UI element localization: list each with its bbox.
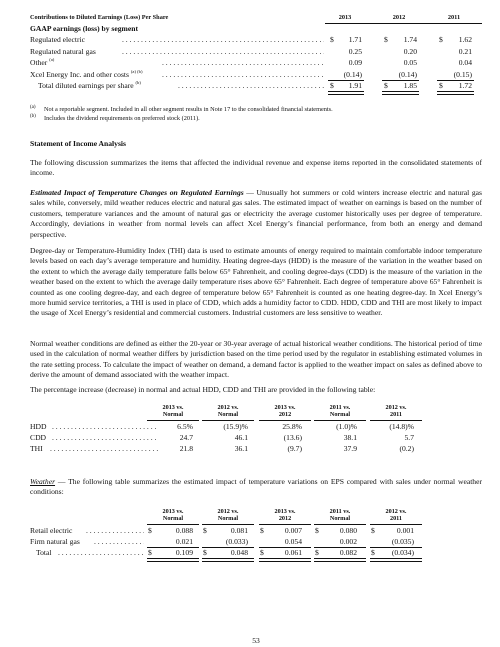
eps-row [30, 47, 482, 58]
footnote-b: (b) Includes the dividend requirements on preferred stock (2011). [30, 114, 200, 122]
value-cell: 0.007 [284, 526, 302, 535]
currency-sign: $ [371, 548, 375, 558]
value-cell: 1.62 [458, 35, 472, 44]
row-label [30, 70, 142, 79]
column-header-rule [259, 524, 311, 525]
value-cell: 0.082 [339, 548, 357, 558]
currency-sign: $ [439, 35, 443, 44]
value-cell: 0.081 [230, 526, 248, 535]
table-row [30, 526, 482, 537]
value-cell: 0.054 [284, 537, 302, 547]
normal-weather-paragraph: Normal weather conditions are defined as either the 20-year or 30-year average of actual historical weather conditions. The historical period of time used in the calculation of normal weather differs by jurisdiction based on the time period used by the regulator in establishing estimated volumes in the rate setting process. To calculate the impact of weather on demand, a demand factor is applied to the weather impact on sales as defined above to derive the amount of demand associated with the weather impact. [30, 339, 482, 380]
column-header-line1: 2013 vs. [162, 404, 184, 411]
row-label-text: Regulated natural gas [30, 46, 96, 56]
column-header [315, 508, 365, 523]
row-label: Total [36, 548, 52, 558]
value-cell: 0.080 [339, 526, 357, 535]
currency-sign: $ [330, 35, 334, 44]
value-cell: 1.74 [403, 35, 417, 44]
value-cell: 0.09 [348, 58, 362, 67]
eps-row [30, 35, 482, 46]
value-cell: 1.71 [348, 35, 362, 44]
eps-row [30, 70, 482, 81]
eps-table-title: Contributions to Diluted Earnings (Loss) Per Share [30, 14, 169, 21]
currency-sign: $ [384, 35, 388, 44]
column-header-line2: Normal [162, 411, 184, 419]
dot-leader [162, 58, 324, 67]
value-cell: 6.5% [177, 422, 193, 431]
column-header-line2: 2012 [278, 411, 292, 419]
dot-leader [52, 433, 158, 442]
eps-header-rule [325, 23, 482, 24]
footnote-ref: (b) [135, 80, 141, 85]
column-header-line2: Normal [217, 515, 239, 523]
year-2012: 2012 [392, 14, 406, 21]
value-cell: (9.7) [287, 444, 302, 454]
weather-table [30, 508, 482, 568]
row-label-text: Other [30, 58, 48, 67]
column-header-line2: Normal [329, 411, 351, 419]
total-double-rule [202, 558, 254, 562]
dot-leader [178, 81, 324, 90]
weather-table-headers [30, 508, 482, 526]
value-cell: 37.9 [343, 444, 357, 454]
total-double-rule [147, 558, 199, 562]
value-cell: 0.002 [339, 537, 357, 547]
value-cell: (0.14) [343, 69, 362, 79]
total-double-rule [259, 558, 311, 562]
value-cell: (0.035) [391, 537, 414, 547]
column-header [203, 508, 253, 523]
eps-section-label: GAAP earnings (loss) by segment [30, 24, 138, 33]
row-label: HDD [30, 422, 47, 431]
value-cell: 1.85 [403, 81, 417, 90]
column-header-line1: 2013 vs. [162, 508, 184, 515]
table-row [30, 422, 482, 433]
column-header-line2: 2012 [278, 515, 292, 523]
column-header-line1: 2011 vs. [329, 404, 351, 411]
column-header-rule [370, 524, 422, 525]
degree-table-headers [30, 404, 482, 422]
value-cell: (15.9)% [223, 422, 248, 431]
total-double-rule [328, 91, 364, 95]
dot-leader [58, 548, 144, 557]
dot-leader [52, 422, 158, 431]
currency-sign: $ [148, 526, 152, 535]
column-header-line1: 2012 vs. [385, 404, 407, 411]
column-header-rule [259, 420, 311, 421]
eps-total-row [30, 81, 482, 92]
column-header-line2: Normal [217, 411, 239, 419]
dot-leader [122, 35, 324, 44]
currency-sign: $ [371, 526, 375, 535]
column-header [260, 404, 310, 419]
column-header-rule [147, 524, 199, 525]
table-row [30, 433, 482, 444]
column-header-rule [202, 524, 254, 525]
row-label: Retail electric [30, 526, 73, 535]
row-label [38, 81, 141, 90]
column-header-rule [147, 420, 199, 421]
value-cell: 0.21 [458, 46, 472, 56]
impact-paragraph: Estimated Impact of Temperature Changes on Regulated Earnings — Unusually hot summers or cold winters increase electric and natural gas sales while, conversely, mild weather reduces electric and natural gas sales. The estimated impact of weather on earnings is based on the number of customers, temperature variances and the amount of natural gas or electricity the average customer historically uses per degree of temperature. Accordingly, deviations in weather from normal levels can affect Xcel Energy’s financial performance, from both an energy and demand perspective. [30, 188, 482, 239]
value-cell: 0.05 [403, 58, 417, 67]
value-cell: 0.109 [175, 548, 193, 558]
value-cell: 0.20 [403, 46, 417, 56]
currency-sign: $ [203, 526, 207, 535]
column-header [148, 404, 198, 419]
column-header [371, 404, 421, 419]
column-header [371, 508, 421, 523]
dot-leader [86, 526, 144, 535]
value-cell: 36.1 [234, 444, 248, 454]
eps-footnotes [30, 106, 482, 124]
row-label-text: Regulated electric [30, 35, 86, 44]
impact-title: Estimated Impact of Temperature Changes on Regulated Earnings [30, 188, 244, 197]
total-double-rule [382, 91, 419, 95]
total-double-rule [314, 558, 366, 562]
column-header-rule [314, 420, 366, 421]
eps-row [30, 58, 482, 69]
currency-sign: $ [439, 81, 443, 90]
column-header-line1: 2012 vs. [217, 508, 239, 515]
value-cell: (0.034) [391, 548, 414, 558]
year-2011: 2011 [447, 14, 461, 21]
dot-leader [50, 444, 158, 453]
footnote-ref: (a) (b) [130, 68, 143, 74]
column-header-line2: 2011 [389, 411, 403, 419]
row-label: CDD [30, 433, 47, 443]
dot-leader [162, 70, 324, 79]
row-label-text: Total diluted earnings per share [38, 81, 134, 90]
row-label [30, 35, 85, 44]
currency-sign: $ [330, 81, 334, 90]
column-header-line1: 2013 vs. [274, 404, 296, 411]
value-cell: 46.1 [234, 433, 248, 443]
value-cell: 38.1 [343, 433, 357, 443]
currency-sign: $ [203, 548, 207, 558]
column-header-line1: 2012 vs. [217, 404, 239, 411]
total-double-rule [370, 558, 422, 562]
value-cell: 1.91 [348, 81, 362, 90]
degree-day-paragraph: Degree-day or Temperature-Humidity Index (THI) data is used to estimate amounts of energy required to maintain comfortable indoor temperature levels based on each day’s average temperature and humidity. Heating degree-days (HDD) is the measure of the variation in the weather based on the extent to which the average daily temperature falls below 65° Fahrenheit, and cooling degree-days (CDD) is the measure of the variation in the weather based on the extent to which the average daily temperature rises above 65° Fahrenheit. Each degree of temperature above 65° Fahrenheit is counted as one cooling degree-day, and each degree of temperature below 65° Fahrenheit is counted as one heating degree-day. In Xcel Energy’s more humid service territories, a THI is used in place of CDD, which adds a humidity factor to CDD. HDD, CDD and THI are most likely to impact the usage of Xcel Energy’s residential and commercial customers. Industrial customers are less sensitive to weather. [30, 246, 482, 318]
column-header-rule [370, 420, 422, 421]
currency-sign: $ [148, 548, 152, 558]
footnote-a: (a) Not a reportable segment. Included in all other segment results in Note 17 to the consolidated financial statements. [30, 105, 333, 113]
year-2013: 2013 [338, 14, 352, 21]
dot-leader [122, 47, 324, 56]
currency-sign: $ [315, 548, 319, 558]
value-cell: 21.8 [179, 444, 193, 454]
value-cell: 0.04 [458, 58, 472, 67]
value-cell: (0.14) [398, 69, 417, 79]
currency-sign: $ [315, 526, 319, 535]
statement-heading: Statement of Income Analysis [30, 139, 126, 148]
page-number: 53 [252, 636, 260, 645]
pct-intro-paragraph: The percentage increase (decrease) in normal and actual HDD, CDD and THI are provided in the following table: [30, 385, 376, 394]
value-cell: (13.6) [283, 433, 302, 443]
currency-sign: $ [260, 548, 264, 558]
value-cell: 0.048 [230, 548, 248, 558]
column-header-line1: 2013 vs. [274, 508, 296, 515]
value-cell: (14.8)% [389, 422, 414, 431]
currency-sign: $ [260, 526, 264, 535]
value-cell: (1.0)% [336, 422, 357, 431]
table-row [30, 537, 482, 548]
value-cell: (0.15) [453, 69, 472, 79]
weather-title: Weather [30, 477, 56, 486]
value-cell: 0.25 [348, 46, 362, 56]
column-header-line1: 2011 vs. [329, 508, 351, 515]
column-header [148, 508, 198, 523]
column-header [260, 508, 310, 523]
weather-paragraph: Weather — The following table summarizes the estimated impact of temperature variations on EPS compared with sales under normal weather conditions: [30, 477, 482, 497]
table-total-row [30, 548, 482, 559]
value-cell: (0.033) [225, 537, 248, 547]
column-header [203, 404, 253, 419]
column-header-line1: 2012 vs. [385, 508, 407, 515]
column-header-rule [202, 420, 254, 421]
value-cell: 0.088 [175, 526, 193, 535]
currency-sign: $ [384, 81, 388, 90]
row-label [30, 47, 96, 56]
value-cell: 0.061 [284, 548, 302, 558]
column-header [315, 404, 365, 419]
column-header-rule [314, 524, 366, 525]
row-label-text: Xcel Energy Inc. and other costs [30, 69, 129, 79]
value-cell: 25.8% [282, 422, 302, 431]
row-label: Firm natural gas [30, 537, 80, 547]
table-row [30, 444, 482, 455]
row-label [30, 58, 54, 67]
column-header-line2: Normal [329, 515, 351, 523]
value-cell: 1.72 [458, 81, 472, 90]
value-cell: 24.7 [179, 433, 193, 443]
column-header-line2: Normal [162, 515, 184, 523]
column-header-line2: 2011 [389, 515, 403, 523]
footnote-ref: (a) [49, 57, 55, 62]
total-double-rule [437, 91, 474, 95]
eps-table [30, 14, 482, 104]
row-label: THI [30, 444, 43, 454]
dot-leader [94, 537, 144, 546]
value-cell: (0.2) [399, 444, 414, 454]
value-cell: 5.7 [404, 433, 414, 443]
degree-table [30, 404, 482, 464]
value-cell: 0.021 [175, 537, 193, 547]
value-cell: 0.001 [396, 526, 414, 535]
intro-paragraph: The following discussion summarizes the items that affected the individual revenue and expense items reported in the consolidated statements of income. [30, 158, 482, 178]
